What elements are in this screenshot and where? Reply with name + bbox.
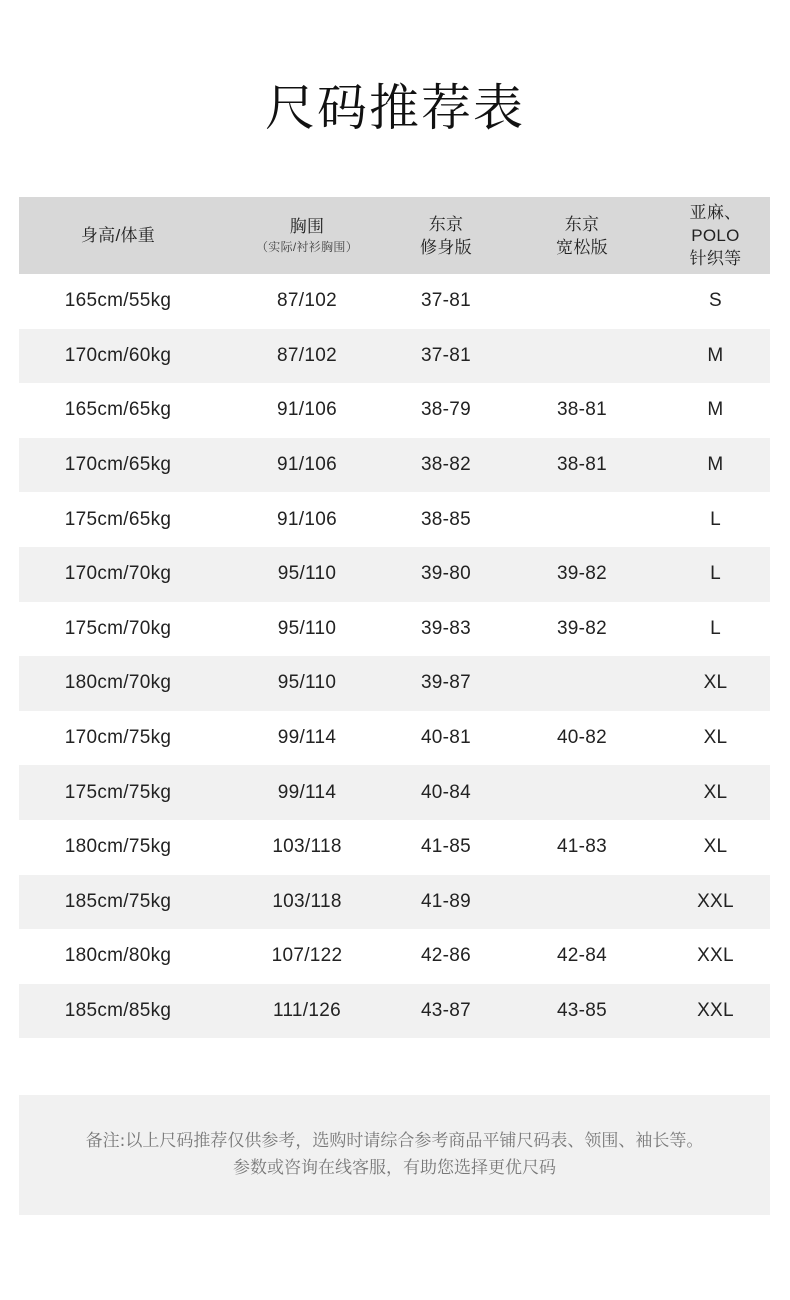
cell-height-weight: 170cm/60kg bbox=[64, 344, 172, 366]
table-row bbox=[19, 492, 770, 547]
header-linen-polo-line1: 亚麻、POLO bbox=[689, 203, 742, 245]
cell-chest: 91/106 bbox=[277, 399, 337, 421]
cell-height-weight: 180cm/80kg bbox=[64, 945, 172, 967]
table-row bbox=[19, 274, 770, 329]
cell-tokyo-slim: 39-80 bbox=[420, 563, 472, 585]
header-tokyo-slim-line2: 修身版 bbox=[420, 237, 472, 257]
cell-chest: 91/106 bbox=[277, 508, 337, 530]
cell-linen-polo: XL bbox=[703, 727, 728, 749]
cell-height-weight: 170cm/75kg bbox=[64, 727, 172, 749]
cell-tokyo-slim: 42-86 bbox=[420, 945, 472, 967]
cell-tokyo-loose: 42-84 bbox=[556, 945, 608, 967]
table-row bbox=[19, 656, 770, 711]
cell-tokyo-loose: 40-82 bbox=[556, 727, 608, 749]
table-body bbox=[19, 274, 770, 1038]
cell-chest: 87/102 bbox=[277, 344, 337, 366]
header-chest-sub: （实际/衬衫胸围） bbox=[255, 240, 359, 254]
cell-height-weight: 165cm/55kg bbox=[64, 290, 172, 312]
cell-tokyo-slim: 38-82 bbox=[420, 454, 472, 476]
cell-linen-polo: XL bbox=[703, 781, 728, 803]
cell-tokyo-slim: 41-85 bbox=[420, 836, 472, 858]
cell-chest: 91/106 bbox=[277, 454, 337, 476]
cell-linen-polo: XXL bbox=[697, 890, 734, 912]
cell-tokyo-slim: 39-83 bbox=[420, 617, 472, 639]
cell-linen-polo: XL bbox=[703, 672, 728, 694]
table-row bbox=[19, 602, 770, 657]
cell-tokyo-slim: 38-79 bbox=[420, 399, 472, 421]
cell-chest: 87/102 bbox=[277, 290, 337, 312]
cell-chest: 95/110 bbox=[277, 672, 337, 694]
table-row bbox=[19, 929, 770, 984]
header-tokyo-loose-line2: 宽松版 bbox=[556, 237, 608, 257]
cell-chest: 95/110 bbox=[277, 617, 337, 639]
remark-box bbox=[19, 1095, 770, 1215]
cell-height-weight: 175cm/65kg bbox=[64, 508, 172, 530]
remark-line-1: 备注:以上尺码推荐仅供参考，选购时请综合参考商品平铺尺码表、领围、袖长等。 bbox=[85, 1131, 704, 1151]
cell-height-weight: 170cm/65kg bbox=[64, 454, 172, 476]
cell-tokyo-slim: 43-87 bbox=[420, 1000, 472, 1022]
cell-linen-polo: M bbox=[707, 399, 724, 421]
cell-tokyo-slim: 41-89 bbox=[420, 890, 472, 912]
table-row bbox=[19, 875, 770, 930]
cell-chest: 103/118 bbox=[272, 890, 342, 912]
table-row bbox=[19, 438, 770, 493]
cell-height-weight: 180cm/75kg bbox=[64, 836, 172, 858]
table-row bbox=[19, 820, 770, 875]
cell-linen-polo: S bbox=[709, 290, 722, 312]
cell-linen-polo: L bbox=[710, 508, 721, 530]
cell-linen-polo: L bbox=[710, 617, 721, 639]
header-linen-polo-line2: 针织等 bbox=[689, 249, 742, 268]
cell-tokyo-slim: 37-81 bbox=[420, 290, 472, 312]
table-row bbox=[19, 329, 770, 384]
cell-height-weight: 170cm/70kg bbox=[64, 563, 172, 585]
cell-chest: 103/118 bbox=[272, 836, 342, 858]
cell-tokyo-slim: 37-81 bbox=[420, 344, 472, 366]
header-chest bbox=[217, 215, 397, 256]
cell-tokyo-loose: 38-81 bbox=[556, 454, 608, 476]
cell-tokyo-slim: 39-87 bbox=[420, 672, 472, 694]
header-tokyo-loose-line1: 东京 bbox=[564, 214, 600, 234]
cell-linen-polo: M bbox=[707, 344, 724, 366]
cell-chest: 107/122 bbox=[271, 945, 343, 967]
cell-height-weight: 185cm/85kg bbox=[64, 1000, 172, 1022]
cell-tokyo-slim: 40-81 bbox=[420, 727, 472, 749]
cell-linen-polo: XXL bbox=[697, 1000, 734, 1022]
table-row bbox=[19, 547, 770, 602]
header-height-weight: 身高/体重 bbox=[80, 226, 156, 245]
cell-linen-polo: M bbox=[707, 454, 724, 476]
table-row bbox=[19, 765, 770, 820]
table-row bbox=[19, 984, 770, 1039]
cell-linen-polo: L bbox=[710, 563, 721, 585]
header-linen-polo bbox=[669, 201, 762, 270]
cell-tokyo-loose: 39-82 bbox=[556, 563, 608, 585]
page-title: 尺码推荐表 bbox=[265, 79, 525, 137]
table-header bbox=[19, 197, 770, 274]
cell-chest: 95/110 bbox=[277, 563, 337, 585]
cell-height-weight: 185cm/75kg bbox=[64, 890, 172, 912]
cell-chest: 111/126 bbox=[273, 1000, 341, 1022]
remark-line-2: 参数或咨询在线客服，有助您选择更优尺码 bbox=[233, 1158, 556, 1178]
cell-height-weight: 165cm/65kg bbox=[64, 399, 172, 421]
cell-chest: 99/114 bbox=[277, 727, 337, 749]
cell-tokyo-loose: 43-85 bbox=[556, 1000, 608, 1022]
cell-tokyo-loose: 38-81 bbox=[556, 399, 608, 421]
header-tokyo-slim bbox=[397, 213, 495, 259]
cell-tokyo-slim: 38-85 bbox=[420, 508, 472, 530]
size-table bbox=[19, 197, 770, 1038]
header-chest-label: 胸围 bbox=[289, 217, 325, 236]
header-tokyo-loose bbox=[495, 213, 669, 259]
table-row bbox=[19, 383, 770, 438]
table-row bbox=[19, 711, 770, 766]
cell-tokyo-loose: 39-82 bbox=[556, 617, 608, 639]
cell-height-weight: 180cm/70kg bbox=[64, 672, 172, 694]
header-tokyo-slim-line1: 东京 bbox=[428, 214, 464, 234]
cell-height-weight: 175cm/75kg bbox=[64, 781, 172, 803]
cell-height-weight: 175cm/70kg bbox=[64, 617, 172, 639]
cell-chest: 99/114 bbox=[277, 781, 337, 803]
cell-linen-polo: XL bbox=[703, 836, 728, 858]
cell-tokyo-slim: 40-84 bbox=[420, 781, 472, 803]
cell-linen-polo: XXL bbox=[697, 945, 734, 967]
cell-tokyo-loose: 41-83 bbox=[556, 836, 608, 858]
